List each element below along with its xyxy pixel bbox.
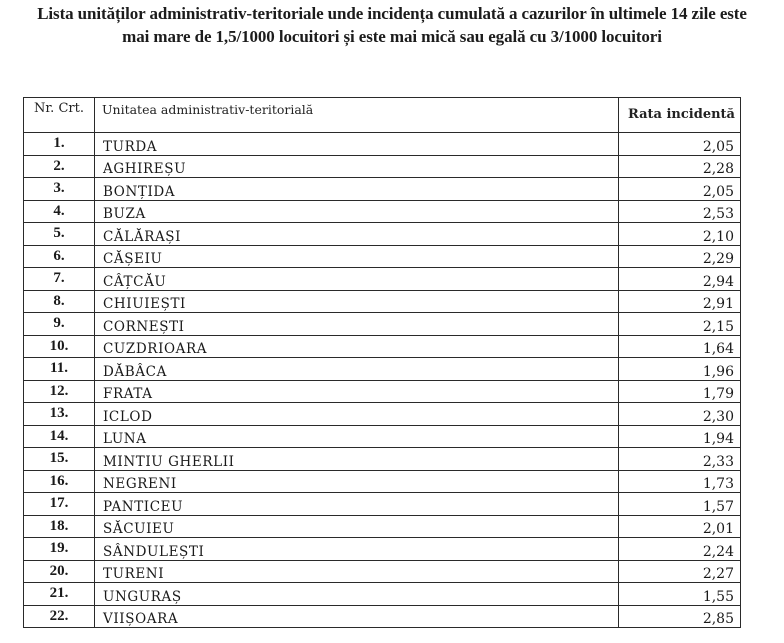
row-number: 5. xyxy=(24,223,95,246)
header-incidence-rate: Rata incidentă xyxy=(619,98,741,133)
row-number: 15. xyxy=(24,448,95,471)
unit-name-cell: PANTICEU xyxy=(95,493,619,516)
incidence-rate-cell: 2,85 xyxy=(619,605,741,628)
incidence-rate-cell: 1,79 xyxy=(619,380,741,403)
table-row xyxy=(24,335,741,358)
table-row xyxy=(24,133,741,156)
incidence-rate-cell: 2,29 xyxy=(619,245,741,268)
incidence-rate-cell: 2,15 xyxy=(619,313,741,336)
incidence-rate-cell: 2,30 xyxy=(619,403,741,426)
incidence-rate-cell: 1,57 xyxy=(619,493,741,516)
row-number: 19. xyxy=(24,538,95,561)
table-row xyxy=(24,493,741,516)
incidence-rate-cell: 1,64 xyxy=(619,335,741,358)
unit-name-cell: LUNA xyxy=(95,425,619,448)
unit-name-cell: ICLOD xyxy=(95,403,619,426)
table-row xyxy=(24,380,741,403)
incidence-rate-cell: 2,53 xyxy=(619,200,741,223)
header-row xyxy=(24,98,741,133)
table-row xyxy=(24,245,741,268)
unit-name-cell: SĂCUIEU xyxy=(95,515,619,538)
table-row xyxy=(24,560,741,583)
incidence-rate-cell: 2,24 xyxy=(619,538,741,561)
unit-name-cell: AGHIREȘU xyxy=(95,155,619,178)
header-nr: Nr. Crt. xyxy=(24,98,95,133)
row-number: 20. xyxy=(24,560,95,583)
row-number: 14. xyxy=(24,425,95,448)
table-row xyxy=(24,515,741,538)
table-row xyxy=(24,448,741,471)
table-row xyxy=(24,605,741,628)
row-number: 1. xyxy=(24,133,95,156)
unit-name-cell: CĂȘEIU xyxy=(95,245,619,268)
table-row xyxy=(24,178,741,201)
table-row xyxy=(24,583,741,606)
row-number: 3. xyxy=(24,178,95,201)
row-number: 10. xyxy=(24,335,95,358)
table-row xyxy=(24,200,741,223)
incidence-rate-cell: 2,27 xyxy=(619,560,741,583)
title-line-2: mai mare de 1,5/1000 locuitori și este mai mică sau egală cu 3/1000 locuitori xyxy=(122,27,662,46)
incidence-rate-cell: 1,55 xyxy=(619,583,741,606)
unit-name-cell: BUZA xyxy=(95,200,619,223)
unit-name-cell: CHIUIEȘTI xyxy=(95,290,619,313)
table-row xyxy=(24,290,741,313)
incidence-rate-cell: 2,91 xyxy=(619,290,741,313)
table-header xyxy=(24,98,741,133)
unit-name-cell: BONȚIDA xyxy=(95,178,619,201)
incidence-rate-cell: 2,94 xyxy=(619,268,741,291)
unit-name-cell: TURDA xyxy=(95,133,619,156)
row-number: 12. xyxy=(24,380,95,403)
row-number: 18. xyxy=(24,515,95,538)
unit-name-cell: CÂȚCĂU xyxy=(95,268,619,291)
row-number: 13. xyxy=(24,403,95,426)
incidence-rate-cell: 2,05 xyxy=(619,178,741,201)
unit-name-cell: DĂBÂCA xyxy=(95,358,619,381)
incidence-rate-cell: 2,28 xyxy=(619,155,741,178)
unit-name-cell: CĂLĂRAȘI xyxy=(95,223,619,246)
unit-name-cell: UNGURAȘ xyxy=(95,583,619,606)
unit-name-cell: MINTIU GHERLII xyxy=(95,448,619,471)
unit-name-cell: SÂNDULEȘTI xyxy=(95,538,619,561)
incidence-rate-cell: 1,94 xyxy=(619,425,741,448)
row-number: 9. xyxy=(24,313,95,336)
incidence-rate-cell: 2,05 xyxy=(619,133,741,156)
table-row xyxy=(24,425,741,448)
row-number: 11. xyxy=(24,358,95,381)
row-number: 7. xyxy=(24,268,95,291)
row-number: 6. xyxy=(24,245,95,268)
row-number: 4. xyxy=(24,200,95,223)
incidence-rate-cell: 2,01 xyxy=(619,515,741,538)
table-row xyxy=(24,538,741,561)
table-row xyxy=(24,403,741,426)
unit-name-cell: FRATA xyxy=(95,380,619,403)
table-row xyxy=(24,313,741,336)
row-number: 21. xyxy=(24,583,95,606)
unit-name-cell: CUZDRIOARA xyxy=(95,335,619,358)
row-number: 2. xyxy=(24,155,95,178)
table-body xyxy=(24,133,741,628)
unit-name-cell: NEGRENI xyxy=(95,470,619,493)
row-number: 8. xyxy=(24,290,95,313)
table-row xyxy=(24,155,741,178)
row-number: 16. xyxy=(24,470,95,493)
incidence-rate-cell: 2,33 xyxy=(619,448,741,471)
table-row xyxy=(24,268,741,291)
document-title xyxy=(0,2,784,48)
unit-name-cell: CORNEȘTI xyxy=(95,313,619,336)
table-row xyxy=(24,358,741,381)
table-row xyxy=(24,223,741,246)
title-line-1: Lista unităților administrativ-teritoriale unde incidența cumulată a cazurilor în ultimele 14 zile este xyxy=(37,4,747,23)
incidence-table xyxy=(23,97,741,628)
row-number: 22. xyxy=(24,605,95,628)
row-number: 17. xyxy=(24,493,95,516)
incidence-rate-cell: 1,73 xyxy=(619,470,741,493)
header-unit-name: Unitatea administrativ-teritorială xyxy=(95,98,619,133)
unit-name-cell: VIIȘOARA xyxy=(95,605,619,628)
unit-name-cell: TURENI xyxy=(95,560,619,583)
table-row xyxy=(24,470,741,493)
incidence-rate-cell: 2,10 xyxy=(619,223,741,246)
incidence-rate-cell: 1,96 xyxy=(619,358,741,381)
